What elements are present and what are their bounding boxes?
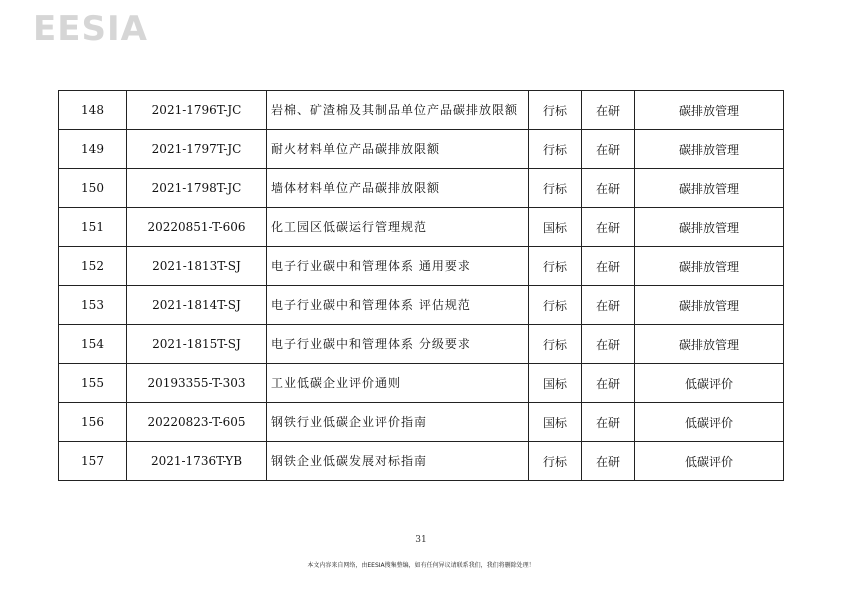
standard-code-cell: 20220851-T-606 — [127, 208, 267, 247]
standard-level-cell: 行标 — [529, 442, 582, 481]
row-number-cell: 148 — [59, 91, 127, 130]
standard-name-cell: 电子行业碳中和管理体系 分级要求 — [267, 325, 529, 364]
standard-category-cell: 碳排放管理 — [635, 130, 784, 169]
standard-level-cell: 国标 — [529, 403, 582, 442]
standard-status-cell: 在研 — [582, 208, 635, 247]
standard-name-cell: 墙体材料单位产品碳排放限额 — [267, 169, 529, 208]
standard-level-cell: 国标 — [529, 208, 582, 247]
table-row — [59, 364, 784, 403]
row-number-cell: 157 — [59, 442, 127, 481]
row-number-cell: 149 — [59, 130, 127, 169]
standard-category-cell: 碳排放管理 — [635, 208, 784, 247]
standard-status-cell: 在研 — [582, 169, 635, 208]
standard-category-cell: 碳排放管理 — [635, 286, 784, 325]
standard-name-cell: 岩棉、矿渣棉及其制品单位产品碳排放限额 — [267, 91, 529, 130]
standard-status-cell: 在研 — [582, 247, 635, 286]
standard-level-cell: 行标 — [529, 169, 582, 208]
standard-status-cell: 在研 — [582, 403, 635, 442]
table-row — [59, 130, 784, 169]
table-row — [59, 208, 784, 247]
table-row — [59, 442, 784, 481]
standard-code-cell: 2021-1813T-SJ — [127, 247, 267, 286]
standard-category-cell: 低碳评价 — [635, 364, 784, 403]
standard-level-cell: 行标 — [529, 91, 582, 130]
row-number-cell: 155 — [59, 364, 127, 403]
standard-status-cell: 在研 — [582, 325, 635, 364]
standard-category-cell: 低碳评价 — [635, 403, 784, 442]
standard-name-cell: 工业低碳企业评价通则 — [267, 364, 529, 403]
row-number-cell: 153 — [59, 286, 127, 325]
table-row — [59, 286, 784, 325]
standard-category-cell: 低碳评价 — [635, 442, 784, 481]
row-number-cell: 150 — [59, 169, 127, 208]
standard-category-cell: 碳排放管理 — [635, 247, 784, 286]
standard-level-cell: 行标 — [529, 286, 582, 325]
standard-status-cell: 在研 — [582, 91, 635, 130]
standard-category-cell: 碳排放管理 — [635, 325, 784, 364]
row-number-cell: 154 — [59, 325, 127, 364]
standard-level-cell: 行标 — [529, 325, 582, 364]
standard-code-cell: 2021-1736T-YB — [127, 442, 267, 481]
standard-level-cell: 国标 — [529, 364, 582, 403]
standard-status-cell: 在研 — [582, 286, 635, 325]
standards-table — [58, 90, 784, 481]
standard-status-cell: 在研 — [582, 130, 635, 169]
table-row — [59, 247, 784, 286]
standard-name-cell: 电子行业碳中和管理体系 通用要求 — [267, 247, 529, 286]
standard-code-cell: 2021-1815T-SJ — [127, 325, 267, 364]
standard-code-cell: 20193355-T-303 — [127, 364, 267, 403]
standard-category-cell: 碳排放管理 — [635, 169, 784, 208]
row-number-cell: 152 — [59, 247, 127, 286]
standard-status-cell: 在研 — [582, 442, 635, 481]
table-row — [59, 169, 784, 208]
standard-name-cell: 化工园区低碳运行管理规范 — [267, 208, 529, 247]
standard-name-cell: 钢铁行业低碳企业评价指南 — [267, 403, 529, 442]
page-number: 31 — [415, 535, 427, 545]
standard-name-cell: 电子行业碳中和管理体系 评估规范 — [267, 286, 529, 325]
standard-code-cell: 2021-1814T-SJ — [127, 286, 267, 325]
table-row — [59, 325, 784, 364]
standard-code-cell: 20220823-T-605 — [127, 403, 267, 442]
standard-status-cell: 在研 — [582, 364, 635, 403]
standard-level-cell: 行标 — [529, 130, 582, 169]
standard-name-cell: 钢铁企业低碳发展对标指南 — [267, 442, 529, 481]
row-number-cell: 156 — [59, 403, 127, 442]
standard-name-cell: 耐火材料单位产品碳排放限额 — [267, 130, 529, 169]
table-row — [59, 91, 784, 130]
footer-disclaimer: 本文内容来自网络，由EESIA搜集整编，如有任何异议请联系我们，我们将删除处理！ — [307, 562, 535, 569]
standard-code-cell: 2021-1797T-JC — [127, 130, 267, 169]
table-row — [59, 403, 784, 442]
row-number-cell: 151 — [59, 208, 127, 247]
standard-category-cell: 碳排放管理 — [635, 91, 784, 130]
standard-code-cell: 2021-1796T-JC — [127, 91, 267, 130]
standard-code-cell: 2021-1798T-JC — [127, 169, 267, 208]
standard-level-cell: 行标 — [529, 247, 582, 286]
eesia-logo: EESIA — [33, 9, 148, 49]
